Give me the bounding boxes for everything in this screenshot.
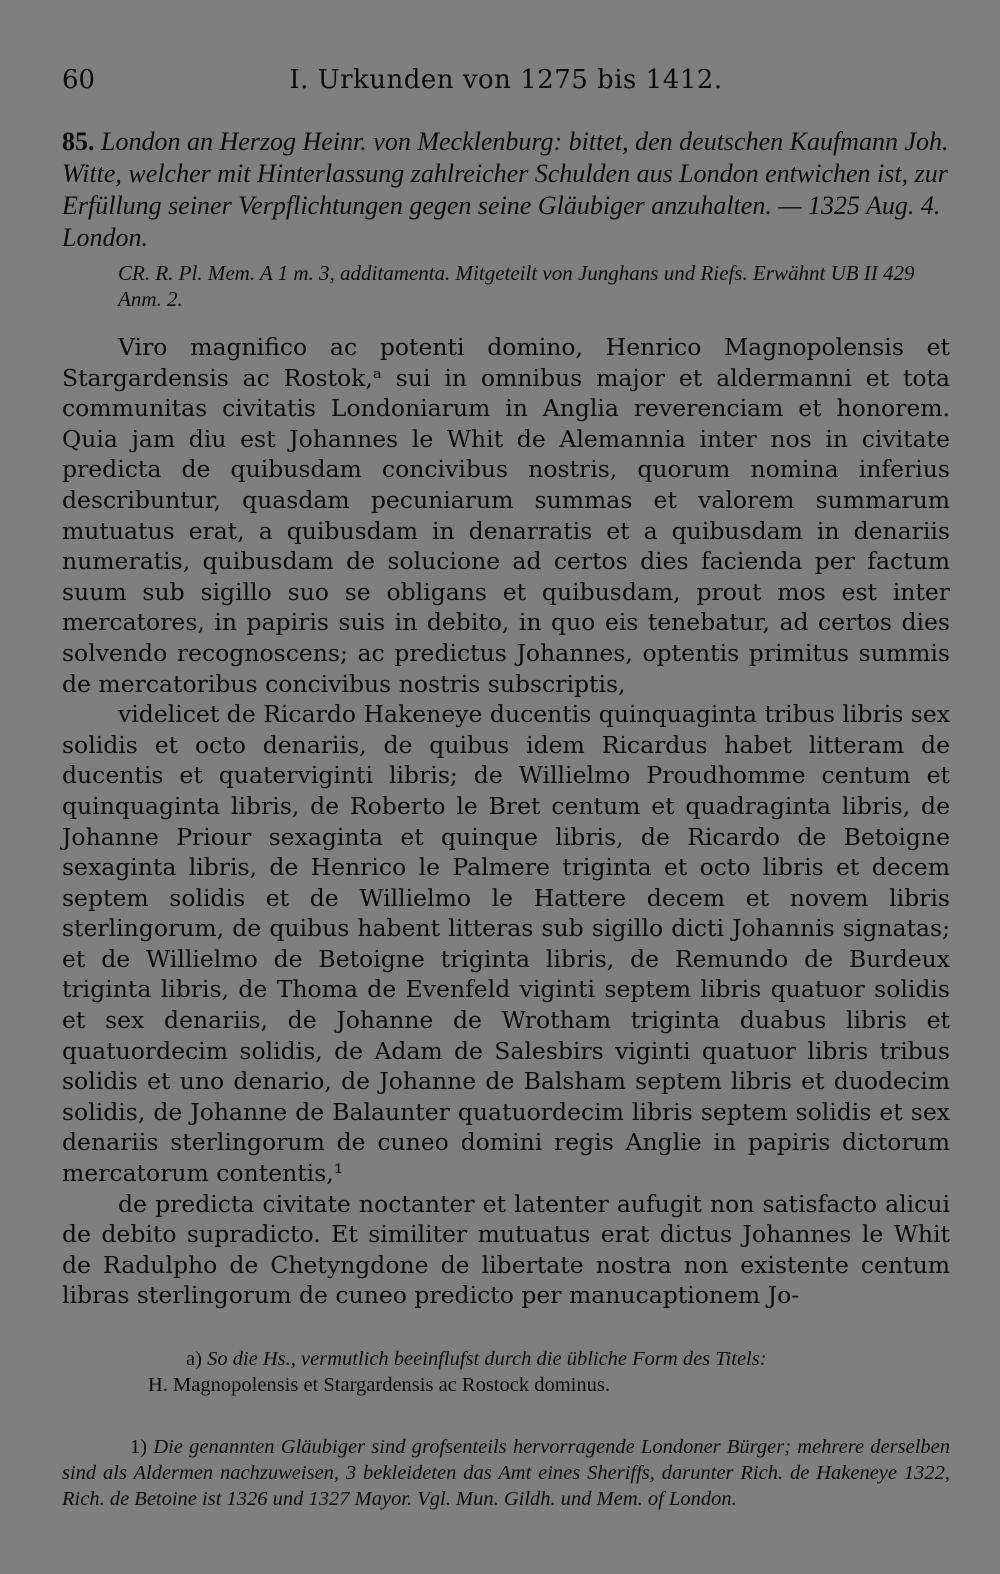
footnote-1-label: 1) [130, 1436, 148, 1458]
regest-text: London an Herzog Heinr. von Mecklenburg: bittet, den deutschen Kaufmann Joh. Witte, welcher mit Hinterlassung zahlreicher Schulden aus London entwichen ist, zur Erfüllung seiner Verpflichtungen gegen seine Gläubiger anzuhalten. — 1325 Aug. 4. London. [62, 127, 949, 252]
document-number: 85. [62, 127, 95, 156]
body-paragraph: Viro magnifico ac potenti domino, Henrico Magnopolensis et Stargardensis ac Rostok,ᵃ sui in omnibus major et aldermanni et tota communitas civitatis Londoniarum in Anglia reverenciam et honorem. Quia jam diu est Johannes le Whit de Alemannia inter nos in civitate predicta de quibusdam concivibus nostris, quorum nomina inferius describuntur, quasdam pecuniarum summas et valorem summarum mutuatus erat, a quibusdam in denarratis et a quibusdam in denariis numeratis, quibusdam de solucione ad certos dies facienda per factum suum sub sigillo suo se obligans et quibusdam, prout mos est inter mercatores, in papiris suis in debito, in quo eis tenebatur, ad certos dies solvendo recognoscens; ac predictus Johannes, optentis primitus summis de mercatoribus concivibus nostris subscriptis, [62, 333, 950, 698]
footnote-a [186, 1346, 950, 1372]
footnote-a-text: So die Hs., vermutlich beeinflufst durch die übliche Form des Titels: [207, 1348, 767, 1370]
document-entry [62, 126, 950, 1311]
document-regest [62, 126, 950, 254]
body-paragraph: videlicet de Ricardo Hakeneye ducentis quinquaginta tribus libris sex solidis et octo denariis, de quibus idem Ricardus habet litteram de ducentis et quaterviginti libris; de Willielmo Proudhomme centum et quinquaginta libris, de Roberto le Bret centum et quadraginta libris, de Johanne Priour sexaginta et quinque libris, de Ricardo de Betoigne sexaginta libris, de Henrico le Palmere triginta et octo libris et decem septem solidis et de Willielmo le Hattere decem et novem libris sterlingorum, de quibus habent litteras sub sigillo dicti Johannis signatas; et de Willielmo de Betoigne triginta libris, de Remundo de Burdeux triginta libris, de Thoma de Evenfeld viginti septem libris quatuor solidis et sex denariis, de Johanne de Wrotham triginta duabus libris et quatuordecim solidis, de Adam de Salesbirs viginti quatuor libris tribus solidis et uno denario, de Johanne de Balsham septem libris et duodecim solidis, de Johanne de Balaunter quatuordecim libris septem solidis et sex denariis sterlingorum de cuneo domini regis Anglie in papiris dictorum mercatorum contentis,¹ [62, 700, 950, 1188]
page-number: 60 [62, 65, 96, 95]
footnotes [62, 1346, 950, 1512]
running-title: I. Urkunden von 1275 bis 1412. [289, 65, 723, 95]
document-body [62, 332, 950, 1311]
page-header [62, 60, 950, 100]
source-note: CR. R. Pl. Mem. A 1 m. 3, additamenta. Mitgeteilt von Junghans und Riefs. Erwähnt UB II 429 Anm. 2. [118, 261, 915, 311]
footnote-1-text: Die genannten Gläubiger sind grofsenteils hervorragende Londoner Bürger; mehrere derselben sind als Aldermen nachzuweisen, 3 bekleideten das Amt eines Sheriffs, darunter Rich. de Hakeneye 1322, Rich. de Betoine ist 1326 und 1327 Mayor. Vgl. Mun. Gildh. und Mem. of London. [62, 1436, 951, 1510]
footnote-1 [62, 1434, 950, 1512]
body-paragraph: de predicta civitate noctanter et latenter aufugit non satisfacto alicui de debito supradicto. Et similiter mutuatus erat dictus Johannes le Whit de Radulpho de Chetyngdone de libertate nostra non existente centum libras sterlingorum de cuneo predicto per manucaptionem Jo- [62, 1189, 950, 1310]
footnote-a-quote: H. Magnopolensis et Stargardensis ac Rostock dominus. [148, 1374, 610, 1396]
footnote-a-label: a) [186, 1348, 202, 1370]
